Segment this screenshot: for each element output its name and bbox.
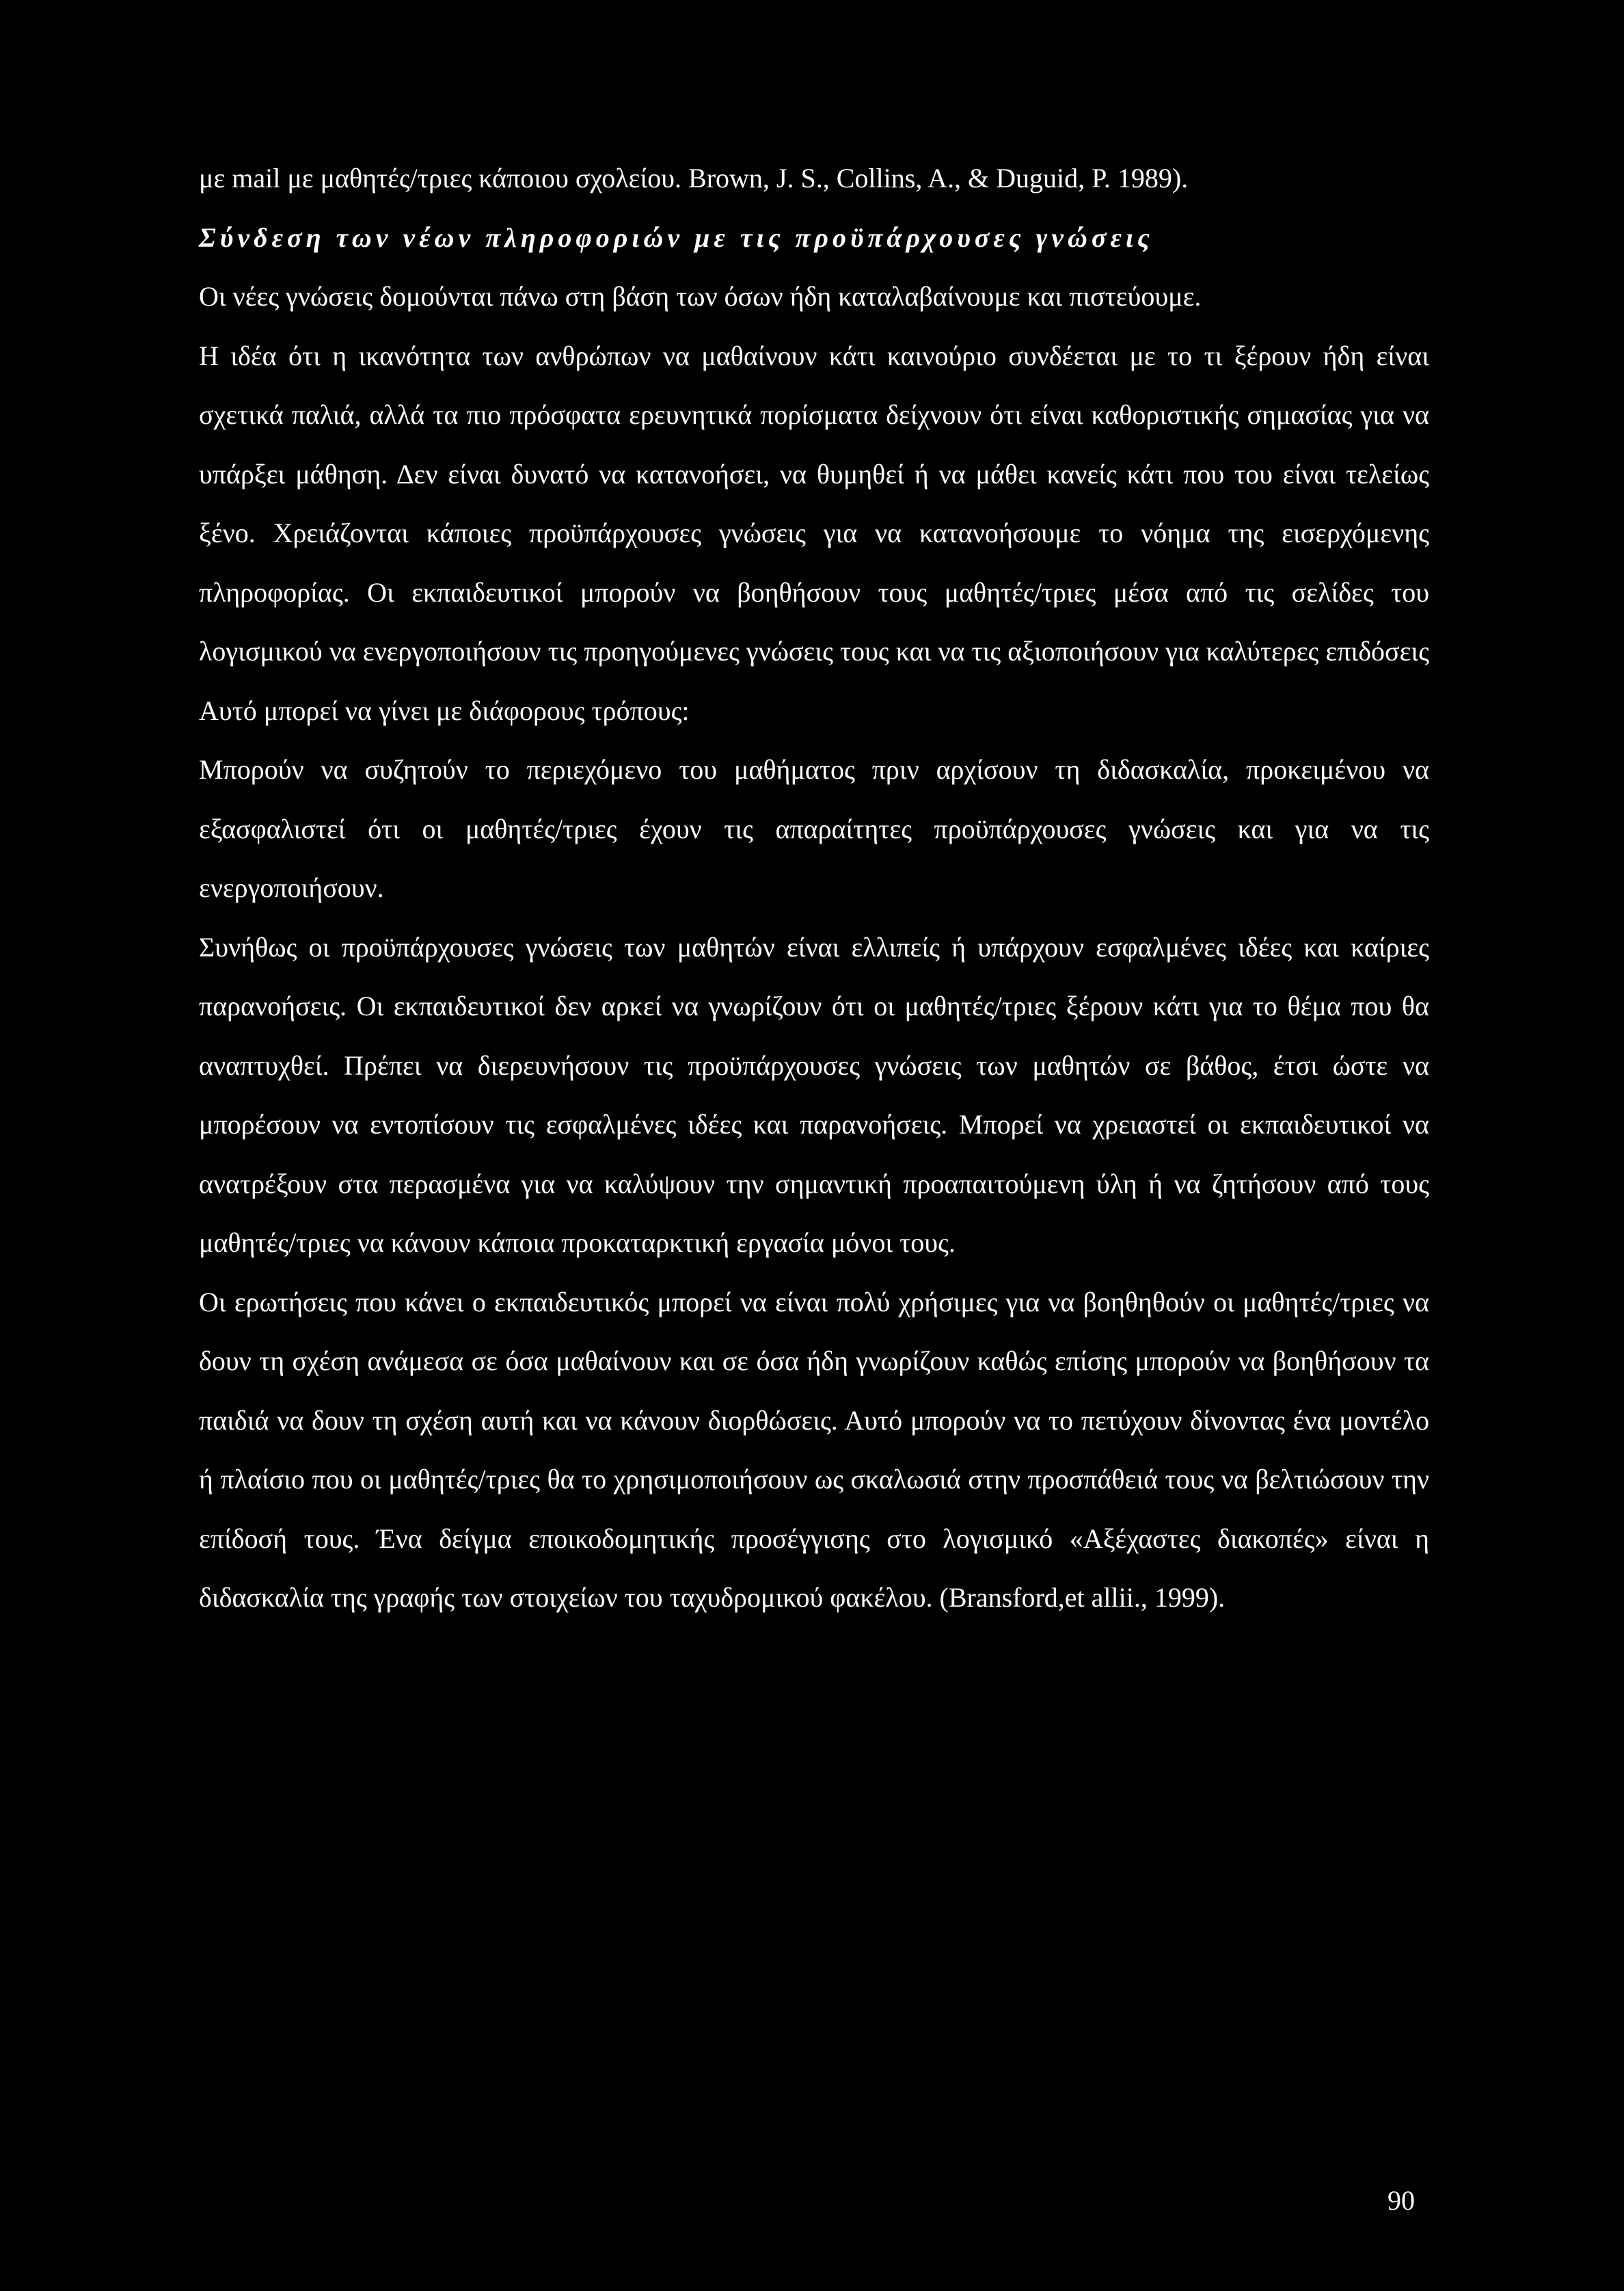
page-body — [199, 149, 1429, 1628]
paragraph: Οι ερωτήσεις που κάνει ο εκπαιδευτικός μπορεί να είναι πολύ χρήσιμες για να βοηθηθούν οι μαθητές/τριες να δουν τη σχέση ανάμεσα σε όσα μαθαίνουν και σε όσα ήδη γνωρίζουν καθώς επίσης μπορούν να βοηθήσουν τα παιδιά να δουν τη σχέση αυτή και να κάνουν διορθώσεις. Αυτό μπορούν να το πετύχουν δίνοντας ένα μοντέλο ή πλαίσιο που οι μαθητές/τριες θα το χρησιμοποιήσουν ως σκαλωσιά στην προσπάθειά τους να βελτιώσουν την επίδοσή τους. Ένα δείγμα εποικοδομητικής προσέγγισης στο λογισμικό «Αξέχαστες διακοπές» είναι η διδασκαλία της γραφής των στοιχείων του ταχυδρομικού φακέλου. (Bransford,et allii., 1999). — [199, 1286, 1429, 1613]
paragraph-intro: με mail με μαθητές/τριες κάποιου σχολείου. Brown, J. S., Collins, A., & Duguid, P. 1989). — [199, 163, 1189, 193]
paragraph: Συνήθως οι προϋπάρχουσες γνώσεις των μαθητών είναι ελλιπείς ή υπάρχουν εσφαλμένες ιδέες και καίριες παρανοήσεις. Οι εκπαιδευτικοί δεν αρκεί να γνωρίζουν ότι οι μαθητές/τριες ξέρουν κάτι για το θέμα που θα αναπτυχθεί. Πρέπει να διερευνήσουν τις προϋπάρχουσες γνώσεις των μαθητών σε βάθος, έτσι ώστε να μπορέσουν να εντοπίσουν τις εσφαλμένες ιδέες και παρανοήσεις. Μπορεί να χρειαστεί οι εκπαιδευτικοί να ανατρέξουν στα περασμένα για να καλύψουν την σημαντική προαπαιτούμενη ύλη ή να ζητήσουν από τους μαθητές/τριες να κάνουν κάποια προκαταρκτική εργασία μόνοι τους. — [199, 931, 1429, 1258]
page-number: 90 — [1388, 2185, 1415, 2216]
paragraph: Μπορούν να συζητούν το περιεχόμενο του μαθήματος πριν αρχίσουν τη διδασκαλία, προκειμένου να εξασφαλιστεί ότι οι μαθητές/τριες έχουν τις απαραίτητες προϋπάρχουσες γνώσεις και για να τις ενεργοποιήσουν. — [199, 754, 1429, 903]
paragraph: Οι νέες γνώσεις δομούνται πάνω στη βάση των όσων ήδη καταλαβαίνουμε και πιστεύουμε. — [199, 281, 1202, 312]
section-heading: Σύνδεση των νέων πληροφοριών με τις προϋπάρχουσες γνώσεις — [199, 222, 1154, 253]
paragraph: Η ιδέα ότι η ικανότητα των ανθρώπων να μαθαίνουν κάτι καινούριο συνδέεται με το τι ξέρουν ήδη είναι σχετικά παλιά, αλλά τα πιο πρόσφατα ερευνητικά πορίσματα δείχνουν ότι είναι καθοριστικής σημασίας για να υπάρξει μάθηση. Δεν είναι δυνατό να κατανοήσει, να θυμηθεί ή να μάθει κανείς κάτι που του είναι τελείως ξένο. Χρειάζονται κάποιες προϋπάρχουσες γνώσεις για να κατανοήσουμε το νόημα της εισερχόμενης πληροφορίας. Οι εκπαιδευτικοί μπορούν να βοηθήσουν τους μαθητές/τριες μέσα από τις σελίδες του λογισμικού να ενεργοποιήσουν τις προηγούμενες γνώσεις τους και να τις αξιοποιήσουν για καλύτερες επιδόσεις Αυτό μπορεί να γίνει με διάφορους τρόπους: — [199, 340, 1429, 726]
